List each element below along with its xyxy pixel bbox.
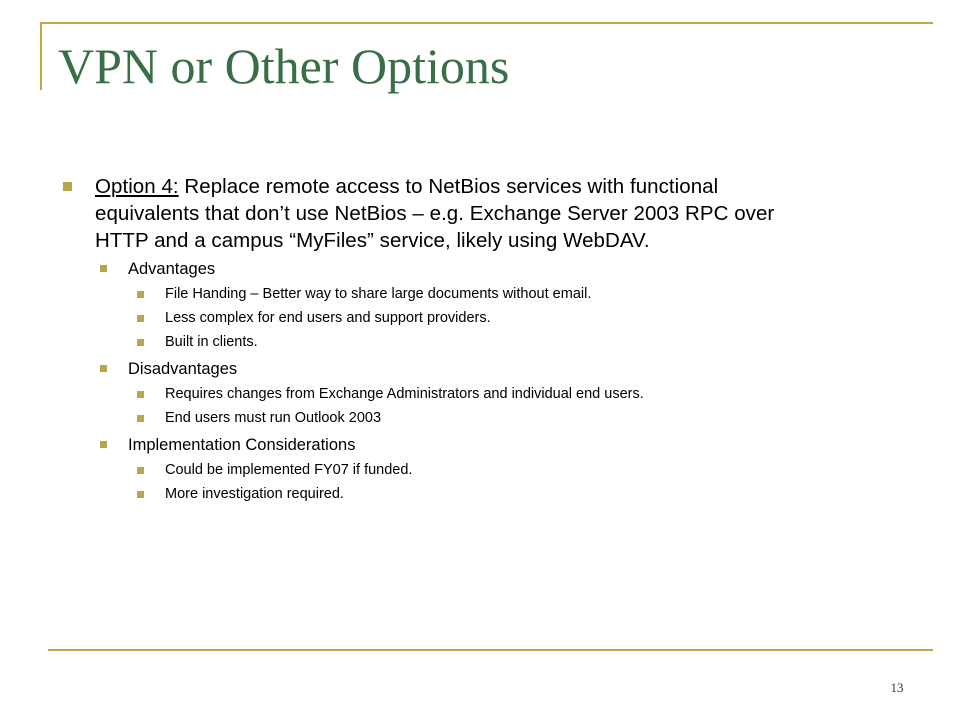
option-label: Option 4: (95, 175, 179, 198)
section-heading-text: Disadvantages (128, 360, 238, 378)
square-bullet-icon (137, 339, 144, 346)
section-heading-text: Implementation Considerations (128, 436, 356, 454)
main-bullet-option-4 (95, 173, 815, 254)
list-item (165, 485, 344, 503)
square-bullet-icon (137, 415, 144, 422)
list-item (165, 385, 644, 403)
square-bullet-icon (137, 467, 144, 474)
option-text: Replace remote access to NetBios services with functional equivalents that don’t use NetBios – e.g. Exchange Server 2003 RPC over HTTP and a campus “MyFiles” service, likely using WebDAV. (95, 175, 775, 252)
square-bullet-icon (100, 441, 107, 448)
page-number: 13 (890, 680, 904, 695)
list-item-text: Could be implemented FY07 if funded. (165, 462, 413, 478)
section-heading-disadvantages (128, 358, 237, 380)
list-item-text: File Handing – Better way to share large documents without email. (165, 286, 592, 302)
section-heading-text: Advantages (128, 260, 216, 278)
square-bullet-icon (137, 491, 144, 498)
section-heading-implementation-considerations (128, 434, 355, 456)
square-bullet-icon (137, 391, 144, 398)
list-item-text: Requires changes from Exchange Administrators and individual end users. (165, 386, 644, 402)
list-item-text: Built in clients. (165, 334, 258, 350)
list-item-text: More investigation required. (165, 486, 344, 502)
list-item (165, 461, 412, 479)
list-item (165, 285, 591, 303)
square-bullet-icon (100, 265, 107, 272)
square-bullet-icon (63, 182, 72, 191)
square-bullet-icon (137, 315, 144, 322)
list-item-text: Less complex for end users and support providers. (165, 310, 491, 326)
square-bullet-icon (100, 365, 107, 372)
list-item (165, 409, 381, 427)
slide-title: VPN or Other Options (58, 38, 510, 94)
list-item-text: End users must run Outlook 2003 (165, 410, 382, 426)
section-heading-advantages (128, 258, 215, 280)
list-item (165, 333, 258, 351)
list-item (165, 309, 491, 327)
square-bullet-icon (137, 291, 144, 298)
